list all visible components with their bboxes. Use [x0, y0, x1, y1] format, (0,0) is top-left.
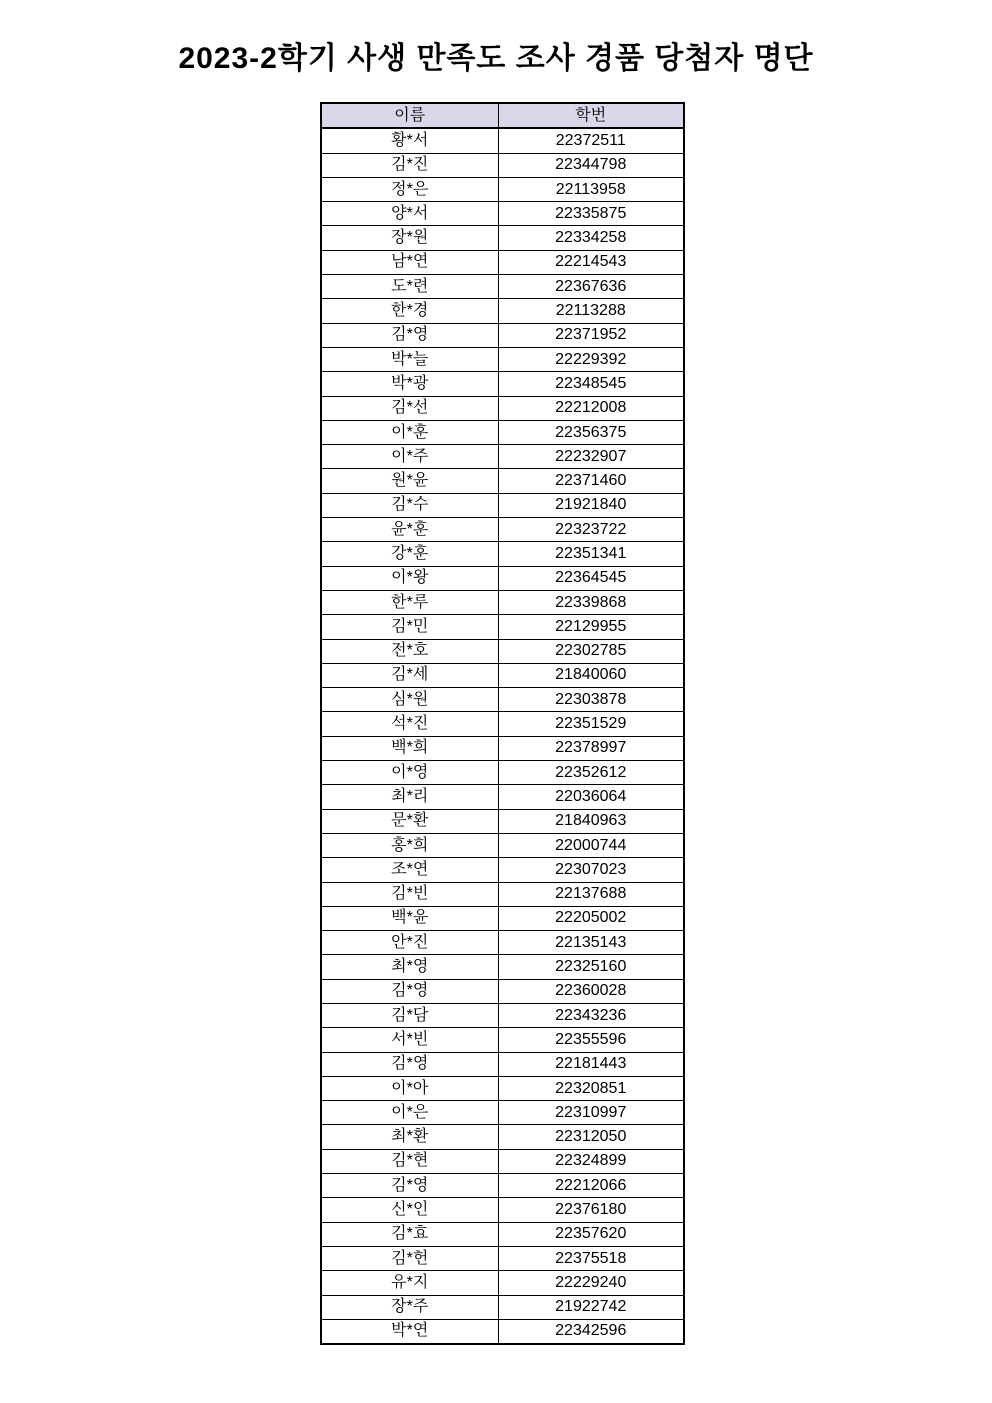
winner-student-id-cell: 22212066 — [498, 1174, 684, 1198]
winner-name-cell: 문*환 — [321, 809, 498, 833]
table-row — [321, 177, 684, 201]
winner-name-cell: 심*원 — [321, 688, 498, 712]
winner-name-cell: 석*진 — [321, 712, 498, 736]
table-row — [321, 590, 684, 614]
table-row — [321, 1101, 684, 1125]
winner-name-cell: 박*광 — [321, 372, 498, 396]
winner-student-id-cell: 22376180 — [498, 1198, 684, 1222]
winner-student-id-cell: 22352612 — [498, 761, 684, 785]
table-row — [321, 347, 684, 371]
table-row — [321, 955, 684, 979]
table-row — [321, 1125, 684, 1149]
winner-student-id-cell: 22344798 — [498, 153, 684, 177]
winner-name-cell: 정*은 — [321, 177, 498, 201]
table-row — [321, 1149, 684, 1173]
table-row — [321, 1028, 684, 1052]
table-row — [321, 1295, 684, 1319]
winner-student-id-cell: 22355596 — [498, 1028, 684, 1052]
table-row — [321, 906, 684, 930]
winner-student-id-cell: 22229392 — [498, 347, 684, 371]
table-row — [321, 420, 684, 444]
winner-student-id-cell: 22324899 — [498, 1149, 684, 1173]
winner-name-cell: 김*현 — [321, 1149, 498, 1173]
winner-name-cell: 김*진 — [321, 153, 498, 177]
winner-student-id-cell: 22325160 — [498, 955, 684, 979]
winner-name-cell: 유*지 — [321, 1271, 498, 1295]
winner-student-id-cell: 22000744 — [498, 833, 684, 857]
table-row — [321, 542, 684, 566]
table-row — [321, 979, 684, 1003]
winner-student-id-cell: 22137688 — [498, 882, 684, 906]
winner-name-cell: 이*영 — [321, 761, 498, 785]
column-header-name: 이름 — [321, 103, 498, 128]
table-row — [321, 1319, 684, 1344]
winner-name-cell: 전*호 — [321, 639, 498, 663]
header-row — [321, 103, 684, 128]
winner-name-cell: 김*영 — [321, 323, 498, 347]
table-row — [321, 1076, 684, 1100]
table-row — [321, 833, 684, 857]
winner-name-cell: 백*희 — [321, 736, 498, 760]
table-row — [321, 1271, 684, 1295]
winner-student-id-cell: 22312050 — [498, 1125, 684, 1149]
winner-name-cell: 안*진 — [321, 931, 498, 955]
winner-name-cell: 김*영 — [321, 979, 498, 1003]
winner-name-cell: 김*담 — [321, 1003, 498, 1027]
winner-student-id-cell: 22372511 — [498, 128, 684, 153]
winner-student-id-cell: 22357620 — [498, 1222, 684, 1246]
winner-student-id-cell: 22367636 — [498, 275, 684, 299]
winner-name-cell: 조*연 — [321, 858, 498, 882]
winner-name-cell: 김*영 — [321, 1174, 498, 1198]
winner-student-id-cell: 22205002 — [498, 906, 684, 930]
table-row — [321, 153, 684, 177]
table-row — [321, 663, 684, 687]
winner-name-cell: 양*서 — [321, 202, 498, 226]
winner-student-id-cell: 21840060 — [498, 663, 684, 687]
winner-student-id-cell: 21840963 — [498, 809, 684, 833]
winner-name-cell: 남*연 — [321, 250, 498, 274]
table-row — [321, 250, 684, 274]
winner-student-id-cell: 22310997 — [498, 1101, 684, 1125]
winner-name-cell: 박*연 — [321, 1319, 498, 1344]
winner-student-id-cell: 22212008 — [498, 396, 684, 420]
column-header-student-id: 학번 — [498, 103, 684, 128]
winner-name-cell: 한*루 — [321, 590, 498, 614]
winner-name-cell: 김*세 — [321, 663, 498, 687]
winner-name-cell: 원*윤 — [321, 469, 498, 493]
table-row — [321, 785, 684, 809]
winners-table-body — [321, 128, 684, 1344]
winner-name-cell: 이*훈 — [321, 420, 498, 444]
winner-name-cell: 김*민 — [321, 615, 498, 639]
table-row — [321, 202, 684, 226]
table-row — [321, 1198, 684, 1222]
table-row — [321, 299, 684, 323]
winner-name-cell: 한*경 — [321, 299, 498, 323]
winner-student-id-cell: 22303878 — [498, 688, 684, 712]
winner-name-cell: 김*영 — [321, 1052, 498, 1076]
winner-student-id-cell: 22342596 — [498, 1319, 684, 1344]
table-row — [321, 396, 684, 420]
winner-student-id-cell: 22334258 — [498, 226, 684, 250]
winner-student-id-cell: 22356375 — [498, 420, 684, 444]
winner-name-cell: 도*련 — [321, 275, 498, 299]
winner-name-cell: 강*훈 — [321, 542, 498, 566]
winner-name-cell: 이*주 — [321, 445, 498, 469]
table-row — [321, 688, 684, 712]
winner-student-id-cell: 22375518 — [498, 1246, 684, 1270]
table-row — [321, 469, 684, 493]
table-row — [321, 493, 684, 517]
table-row — [321, 226, 684, 250]
winner-student-id-cell: 21922742 — [498, 1295, 684, 1319]
winner-name-cell: 이*아 — [321, 1076, 498, 1100]
winner-name-cell: 신*인 — [321, 1198, 498, 1222]
winner-student-id-cell: 22378997 — [498, 736, 684, 760]
table-row — [321, 761, 684, 785]
winner-student-id-cell: 22181443 — [498, 1052, 684, 1076]
table-row — [321, 566, 684, 590]
winner-name-cell: 김*헌 — [321, 1246, 498, 1270]
table-row — [321, 736, 684, 760]
winner-name-cell: 황*서 — [321, 128, 498, 153]
winner-student-id-cell: 22335875 — [498, 202, 684, 226]
winner-student-id-cell: 22113288 — [498, 299, 684, 323]
winner-student-id-cell: 22320851 — [498, 1076, 684, 1100]
winner-name-cell: 홍*희 — [321, 833, 498, 857]
table-row — [321, 1003, 684, 1027]
winner-name-cell: 김*빈 — [321, 882, 498, 906]
winner-name-cell: 최*환 — [321, 1125, 498, 1149]
winners-table-header — [321, 103, 684, 128]
page-title: 2023-2학기 사생 만족도 조사 경품 당첨자 명단 — [178, 42, 814, 75]
table-row — [321, 615, 684, 639]
table-row — [321, 518, 684, 542]
winner-student-id-cell: 22364545 — [498, 566, 684, 590]
winner-student-id-cell: 21921840 — [498, 493, 684, 517]
winner-student-id-cell: 22351341 — [498, 542, 684, 566]
table-row — [321, 1222, 684, 1246]
winner-student-id-cell: 22036064 — [498, 785, 684, 809]
winner-student-id-cell: 22371460 — [498, 469, 684, 493]
winner-name-cell: 박*늘 — [321, 347, 498, 371]
winner-student-id-cell: 22343236 — [498, 1003, 684, 1027]
winner-student-id-cell: 22214543 — [498, 250, 684, 274]
table-row — [321, 128, 684, 153]
winner-name-cell: 이*왕 — [321, 566, 498, 590]
table-row — [321, 445, 684, 469]
winner-student-id-cell: 22135143 — [498, 931, 684, 955]
table-row — [321, 882, 684, 906]
table-row — [321, 931, 684, 955]
winner-student-id-cell: 22339868 — [498, 590, 684, 614]
winner-name-cell: 윤*훈 — [321, 518, 498, 542]
table-row — [321, 372, 684, 396]
table-row — [321, 1174, 684, 1198]
winner-name-cell: 김*수 — [321, 493, 498, 517]
table-row — [321, 323, 684, 347]
winner-name-cell: 장*원 — [321, 226, 498, 250]
table-row — [321, 858, 684, 882]
winner-name-cell: 김*선 — [321, 396, 498, 420]
table-row — [321, 712, 684, 736]
winner-name-cell: 서*빈 — [321, 1028, 498, 1052]
winner-student-id-cell: 22348545 — [498, 372, 684, 396]
winner-name-cell: 이*은 — [321, 1101, 498, 1125]
winner-student-id-cell: 22360028 — [498, 979, 684, 1003]
winner-student-id-cell: 22371952 — [498, 323, 684, 347]
winner-name-cell: 김*효 — [321, 1222, 498, 1246]
winner-student-id-cell: 22113958 — [498, 177, 684, 201]
winner-student-id-cell: 22229240 — [498, 1271, 684, 1295]
winner-name-cell: 장*주 — [321, 1295, 498, 1319]
table-row — [321, 809, 684, 833]
winner-name-cell: 최*리 — [321, 785, 498, 809]
winner-student-id-cell: 22232907 — [498, 445, 684, 469]
table-row — [321, 639, 684, 663]
winner-name-cell: 백*윤 — [321, 906, 498, 930]
winner-name-cell: 최*영 — [321, 955, 498, 979]
winner-student-id-cell: 22302785 — [498, 639, 684, 663]
table-row — [321, 1052, 684, 1076]
winner-student-id-cell: 22307023 — [498, 858, 684, 882]
winner-student-id-cell: 22351529 — [498, 712, 684, 736]
winner-student-id-cell: 22323722 — [498, 518, 684, 542]
winners-table — [320, 102, 685, 1345]
table-row — [321, 275, 684, 299]
table-row — [321, 1246, 684, 1270]
winner-student-id-cell: 22129955 — [498, 615, 684, 639]
